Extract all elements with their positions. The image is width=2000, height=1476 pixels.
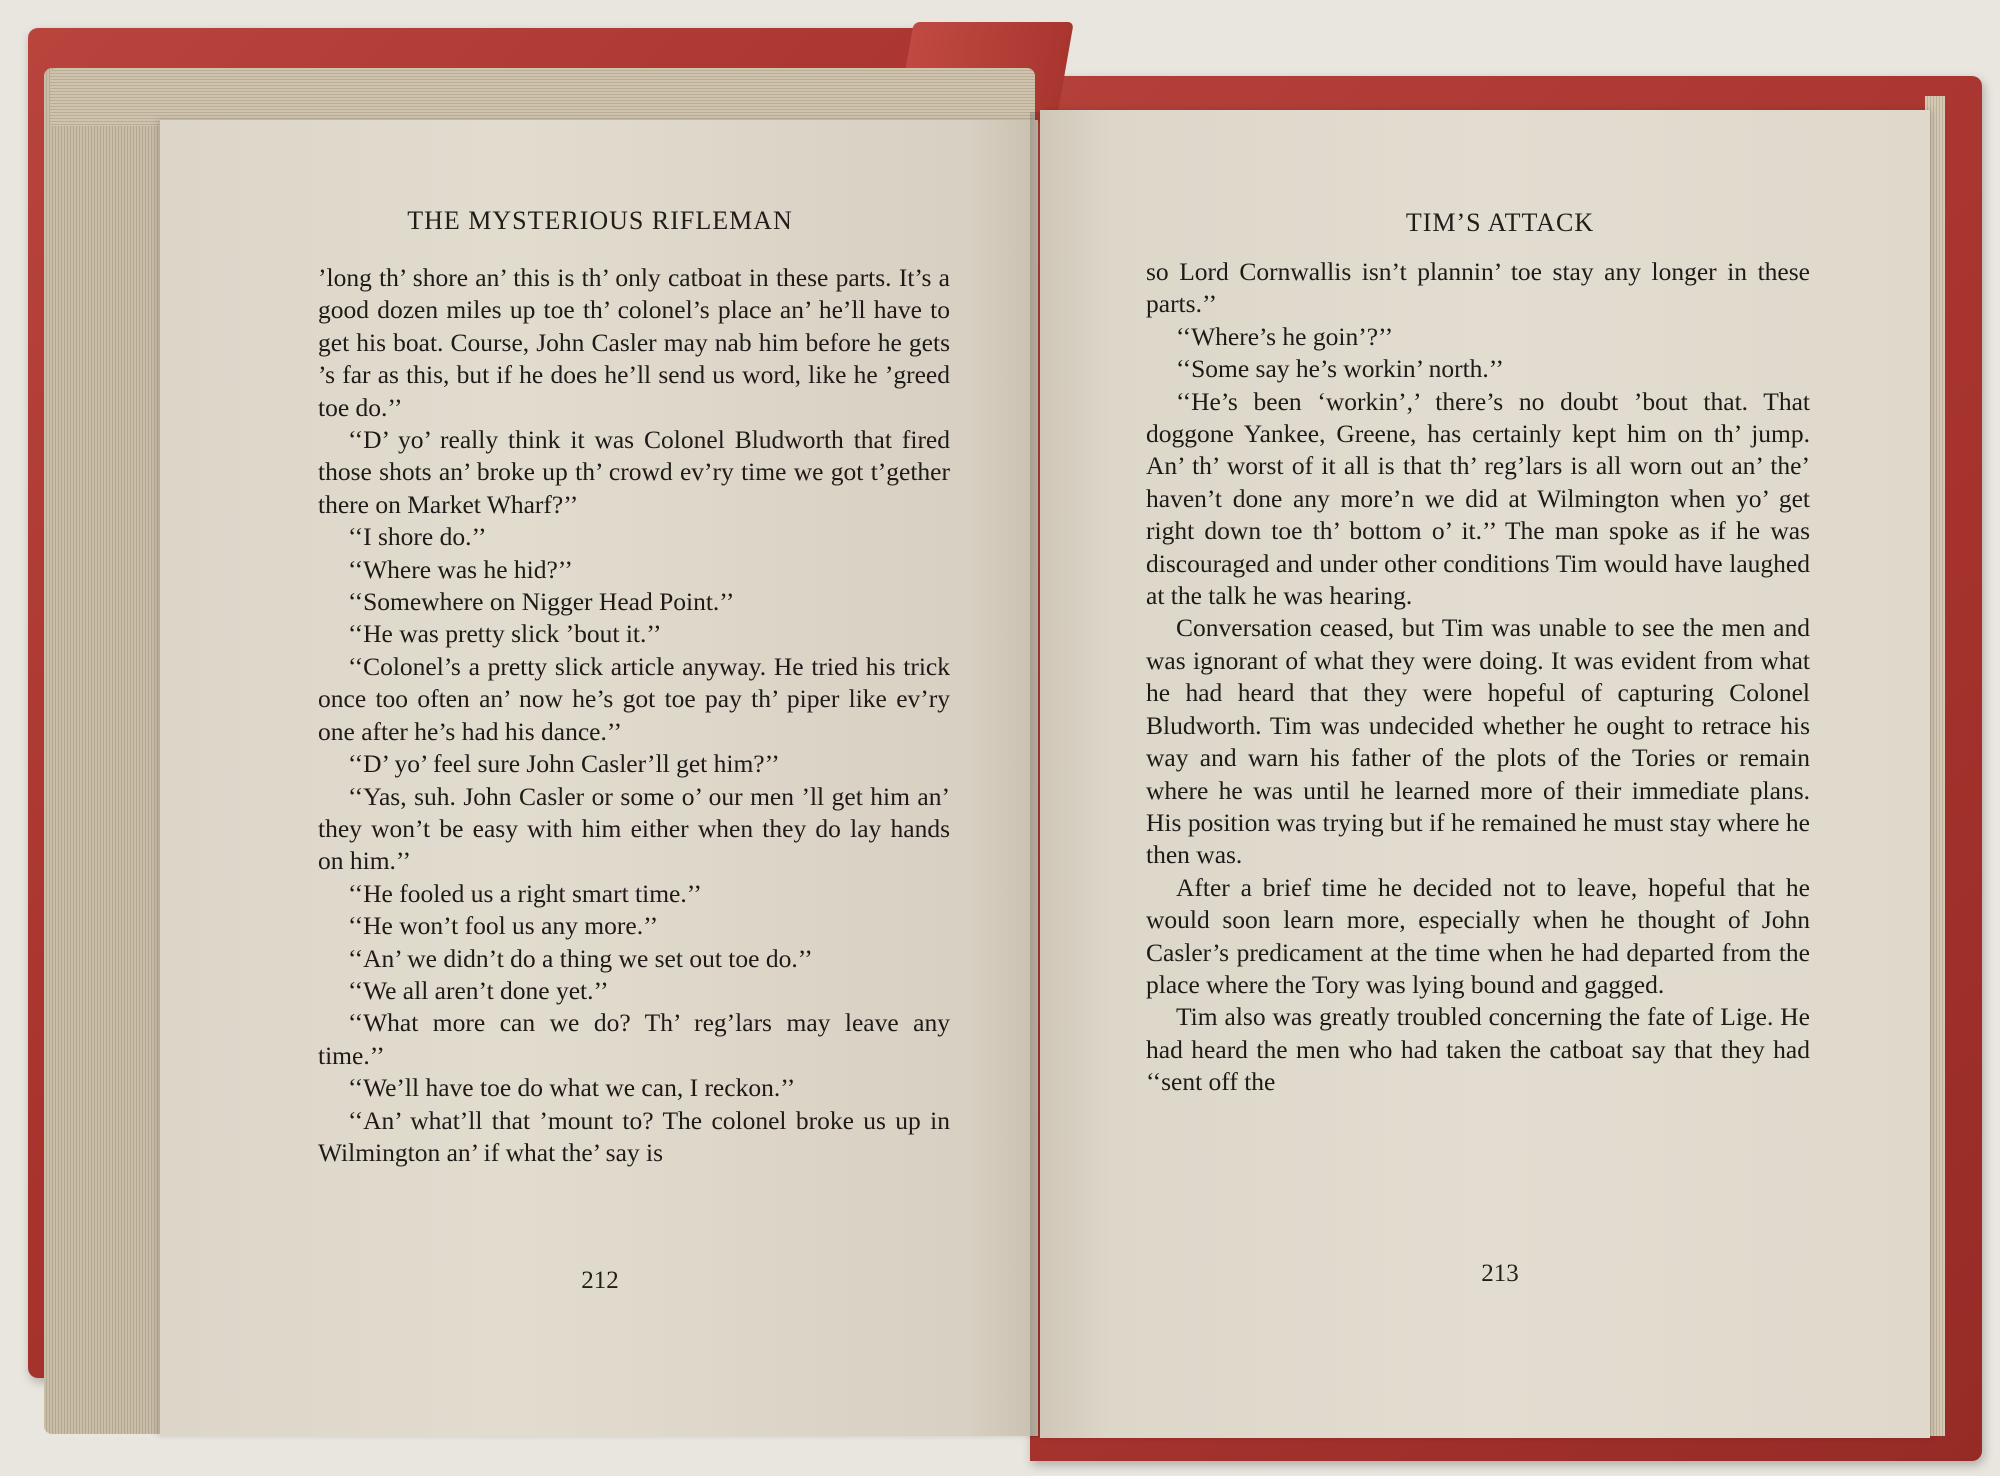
paragraph: ’long th’ shore an’ this is th’ only catboat in these parts. It’s a good dozen miles up toe th’ colonel’s place an’ he’ll have to get his boat. Course, John Casler may nab him before he gets ’s far as this, but if he does he’ll send us word, like he ’greed toe do.’’ [318,263,950,422]
right-page [1040,110,1930,1438]
right-page-number: 213 [1481,1260,1519,1287]
paragraph: ‘‘He fooled us a right smart time.’’ [348,878,702,908]
paragraph: Conversation ceased, but Tim was unable to see the men and was ignorant of what they were doing. It was evident from what he had heard that they were hopeful of capturing Colonel Bludworth. Tim was undecided whether he ought to retrace his way and warn his father of the plots of the Tories or remain where he was until he learned more of their immediate plans. His position was trying but if he remained he must stay where he then was. [1146,613,1810,870]
paragraph: so Lord Cornwallis isn’t plannin’ toe stay any longer in these parts.’’ [1146,257,1810,319]
page-edges-left [44,68,166,1434]
paragraph: ‘‘Colonel’s a pretty slick article anyway. He tried his trick once too often an’ now he’s got toe pay th’ piper like ev’ry one after he’s had his dance.’’ [318,651,950,746]
paragraph: ‘‘We’ll have toe do what we can, I reckon.’’ [348,1073,796,1103]
left-page [160,120,1038,1436]
paragraph: ‘‘Where was he hid?’’ [348,554,573,584]
paragraph: ‘‘I shore do.’’ [348,522,487,552]
paragraph: ‘‘What more can we do? Th’ reg’lars may leave any time.’’ [318,1008,950,1070]
paragraph: Tim also was greatly troubled concerning the fate of Lige. He had heard the men who had taken the catboat say that they had ‘‘sent off the [1146,1002,1810,1097]
paragraph: ‘‘We all aren’t done yet.’’ [348,975,609,1005]
paragraph: ‘‘An’ we didn’t do a thing we set out toe do.’’ [348,943,813,973]
paragraph: ‘‘D’ yo’ really think it was Colonel Bludworth that fired those shots an’ broke up th’ crowd ev’ry time we got t’gether there on Market Wharf?’’ [318,425,950,519]
paragraph: ‘‘An’ what’ll that ’mount to? The colonel broke us up in Wilmington an’ if what the’ say is [318,1105,950,1167]
paragraph: After a brief time he decided not to leave, hopeful that he would soon learn more, especially when he thought of John Casler’s predicament at the time when he had departed from the place where the Tory was lying bound and gagged. [1146,872,1810,999]
paragraph: ‘‘Some say he’s workin’ north.’’ [1176,354,1504,384]
paragraph: ‘‘He was pretty slick ’bout it.’’ [348,619,662,649]
left-page-number: 212 [581,1267,619,1294]
right-page-text [1146,256,1810,1099]
paragraph: ‘‘D’ yo’ feel sure John Casler’ll get him?’’ [348,749,780,779]
left-running-head: THE MYSTERIOUS RIFLEMAN [407,206,793,235]
page-edges-top [50,68,1035,126]
paragraph: ‘‘Somewhere on Nigger Head Point.’’ [348,587,735,617]
paragraph: ‘‘He’s been ‘workin’,’ there’s no doubt ’bout that. That doggone Yankee, Greene, has certainly kept him on th’ jump. An’ th’ worst of it all is that th’ reg’lars is all worn out an’ the’ haven’t done any more’n we did at Wilmington when yo’ get right down toe th’ bottom o’ it.’’ The man spoke as if he was discouraged and under other conditions Tim would have laughed at the talk he was hearing. [1146,386,1810,611]
left-page-text [318,262,950,1169]
paragraph: ‘‘Yas, suh. John Casler or some o’ our men ’ll get him an’ they won’t be easy with him either when they do lay hands on him.’’ [318,781,950,876]
paragraph: ‘‘He won’t fool us any more.’’ [348,911,659,941]
right-running-head: TIM’S ATTACK [1405,208,1595,237]
paragraph: ‘‘Where’s he goin’?’’ [1176,321,1394,351]
